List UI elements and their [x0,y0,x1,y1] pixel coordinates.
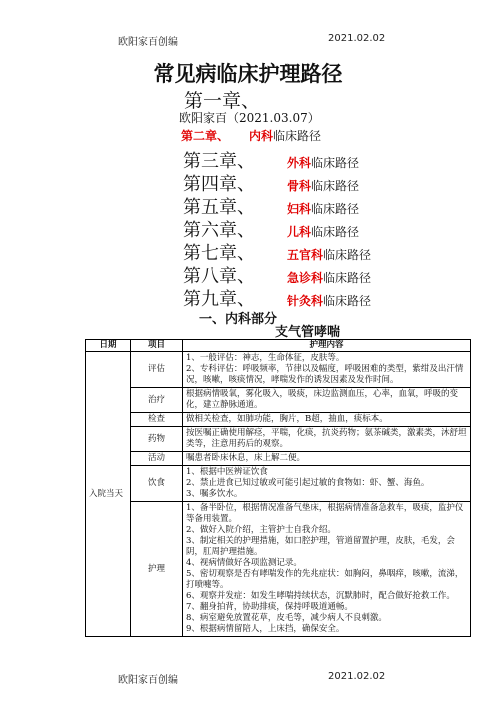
content-line: 3、制定相关的护理措施，如口腔护理，管道留置护理，皮肤，毛发，会阴，肛周护理措施。 [186,536,455,557]
chapter-dept: 急诊科 [287,271,324,285]
content-cell [183,466,471,502]
chapter-number: 第六章、 [183,220,255,241]
content-line: 7、翻身拍背，协助排痰，保持呼吸道通畅。 [186,602,353,612]
page-title: 常见病临床护理路径 [153,62,343,86]
footer-right: 2021.02.02 [328,671,386,682]
chapter-number: 第五章、 [183,197,255,218]
chapter-dept: 骨科 [287,179,312,193]
content-line: 6、观察并发症：如发生哮喘持续状态，沉默肺时，配合做好抢救工作。 [186,591,455,601]
author-line: 欧阳家百（2021.03.07） [179,111,320,125]
chapter-rest: 临床路径 [323,271,372,285]
chapter-dept: 五官科 [287,248,324,262]
content-line: 2、做好入院介绍，主管护士自我介绍。 [186,525,336,535]
content-line: 5、密切观察是否有哮喘发作的先兆症状：如胸闷，鼻咽痒，咳嗽，流涕，打喷嚏等。 [186,569,464,590]
header-right: 2021.02.02 [328,33,386,44]
header-left: 欧阳家百创编 [118,37,178,48]
table-row [86,502,471,637]
chapter-rest: 临床路径 [323,248,372,262]
content-cell [183,413,471,427]
item-cell: 治疗 [131,388,183,413]
header-date: 日期 [86,340,131,352]
content-cell [183,427,471,452]
header-item: 项目 [131,340,183,352]
chapter-2 [181,127,321,144]
table-row [86,466,471,502]
content-line: 8、病室避免放置花草，皮毛等，减少病人不良刺激。 [186,613,387,623]
item-cell: 护理 [131,502,183,637]
content-line: 1、备半卧位，根据情况准备气垫床，根据病情准备急救车，吸痰，监护仪等备用装置。 [186,503,464,524]
chapter-1: 第一章、 [184,90,261,112]
footer-left: 欧阳家百创编 [118,675,178,686]
content-line: 1、一般评估：神志，生命体征，皮肤等。 [186,353,345,363]
content-cell [183,352,471,388]
chapter-rest: 临床路径 [311,225,360,239]
content-line: 3、嘱多饮水。 [186,489,243,499]
nursing-pathway-table [85,339,471,637]
section-heading: 一、内科部分 [199,312,278,327]
item-cell: 药物 [131,427,183,452]
chapter-2-number: 第二章、 [181,129,230,143]
header-content: 护理内容 [183,340,471,352]
content-line: 9、根据病情留陪人，上床挡，确保安全。 [186,624,345,634]
chapter-dept: 妇科 [287,202,312,216]
date-cell: 入院当天 [86,352,131,637]
content-line: 2、专科评估：呼吸频率，节律以及幅度，呼吸困难的类型，紫绀及出汗情况，咳嗽，咳痰情况，哮喘发作的诱发因素及发作时间。 [186,364,464,385]
chapter-2-rest: 临床路径 [273,129,322,143]
chapter-number: 第三章、 [183,151,255,172]
content-cell [183,388,471,413]
chapter-dept: 外科 [287,156,312,170]
content-line: 做相关检查，如肺功能，胸片，B超，抽血，痰标本。 [186,414,388,424]
content-line: 2、禁止进食已知过敏或可能引起过敏的食物如：虾、蟹、海鱼。 [186,478,430,488]
table-row [86,452,471,466]
chapter-2-dept: 内科 [249,129,274,143]
chapter-rest: 临床路径 [311,156,360,170]
item-cell: 检查 [131,413,183,427]
table-row [86,388,471,413]
chapter-rest: 临床路径 [323,294,372,308]
chapter-dept: 针灸科 [287,294,324,308]
chapter-number: 第四章、 [183,174,255,195]
table-row [86,352,471,388]
content-line: 4、视病情做好各项监测记录。 [186,558,302,568]
content-line: 按医嘱正确使用解痉，平喘，化痰，抗炎药物；氨茶碱类，激素类，沐舒坦类等，注意用药后的观察。 [186,428,467,449]
chapter-dept: 儿科 [287,225,312,239]
content-cell [183,502,471,637]
item-cell: 活动 [131,452,183,466]
content-line: 根据病情吸氧，雾化吸入，吸痰，床边监测血压，心率，血氧，呼吸的变化，建立静脉通道。 [186,389,459,410]
content-line: 1、根据中医辨证饮食 [186,467,268,477]
chapter-number: 第九章、 [183,289,255,310]
subsection-heading: 支气管哮喘 [275,325,341,340]
content-line: 嘱患者卧床休息，床上解二便。 [186,453,306,463]
item-cell: 饮食 [131,466,183,502]
content-cell [183,452,471,466]
table-row [86,427,471,452]
chapter-number: 第八章、 [183,266,255,287]
chapter-number: 第七章、 [183,243,255,264]
chapter-rest: 临床路径 [311,179,360,193]
table-row [86,413,471,427]
item-cell: 评估 [131,352,183,388]
chapter-rest: 临床路径 [311,202,360,216]
table-header-row [86,340,471,352]
